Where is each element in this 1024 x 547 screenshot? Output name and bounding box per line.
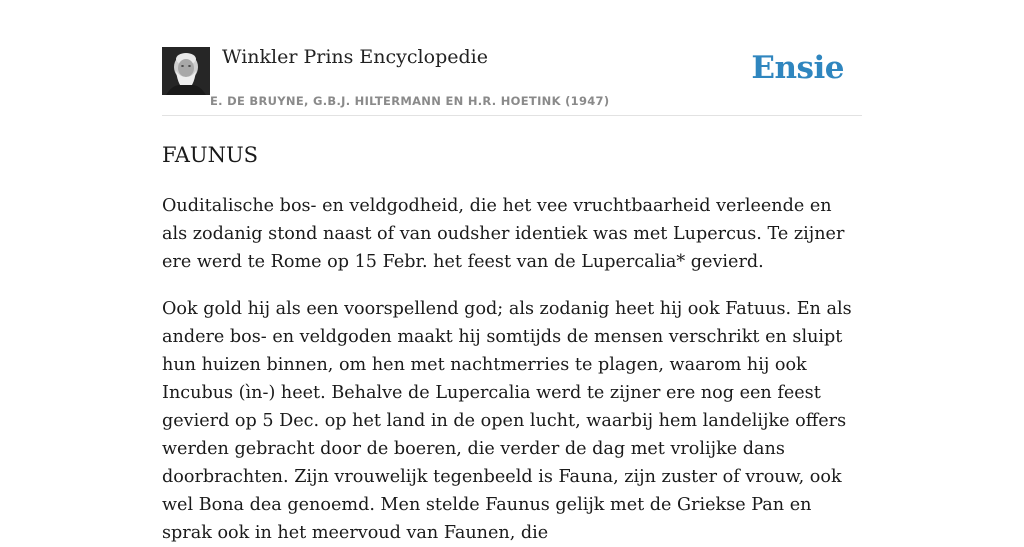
- article-title: FAUNUS: [162, 143, 259, 167]
- source-header: [162, 0, 862, 116]
- source-authors: E. DE BRUYNE, G.B.J. HILTERMANN EN H.R. HOETINK (1947): [210, 94, 610, 108]
- article-paragraph: Ouditalische bos- en veldgodheid, die het vee vruchtbaarheid verleende en als zodanig stond naast of van oudsher identiek was met Lupercus. Te zijner ere werd te Rome op 15 Febr. het feest van de Lupercalia* gevierd.: [162, 196, 845, 272]
- article-paragraph: Ook gold hij als een voorspellend god; als zodanig heet hij ook Fatuus. En als andere bos- en veldgoden maakt hij somtijds de mensen verschrikt en sluipt hun huizen binnen, om hen met nachtmerries te plagen, waarom hij ook Incubus (ìn-) heet. Behalve de Lupercalia werd te zijner ere nog een feest gevierd op 5 Dec. op het land in de open lucht, waarbij hem landelijke offers werden gebracht door de boeren, die verder de dag met vrolijke dans doorbrachten. Zijn vrouwelijk tegenbeeld is Fauna, zijn zuster of vrouw, ook wel Bona dea genoemd. Men stelde Faunus gelijk met de Griekse Pan en sprak ook in het meervoud van Faunen, die: [162, 299, 852, 543]
- portrait-avatar-icon[interactable]: [162, 47, 210, 95]
- article: [162, 140, 862, 547]
- ensie-logo[interactable]: Ensie: [751, 50, 844, 86]
- source-title[interactable]: Winkler Prins Encyclopedie: [222, 46, 488, 68]
